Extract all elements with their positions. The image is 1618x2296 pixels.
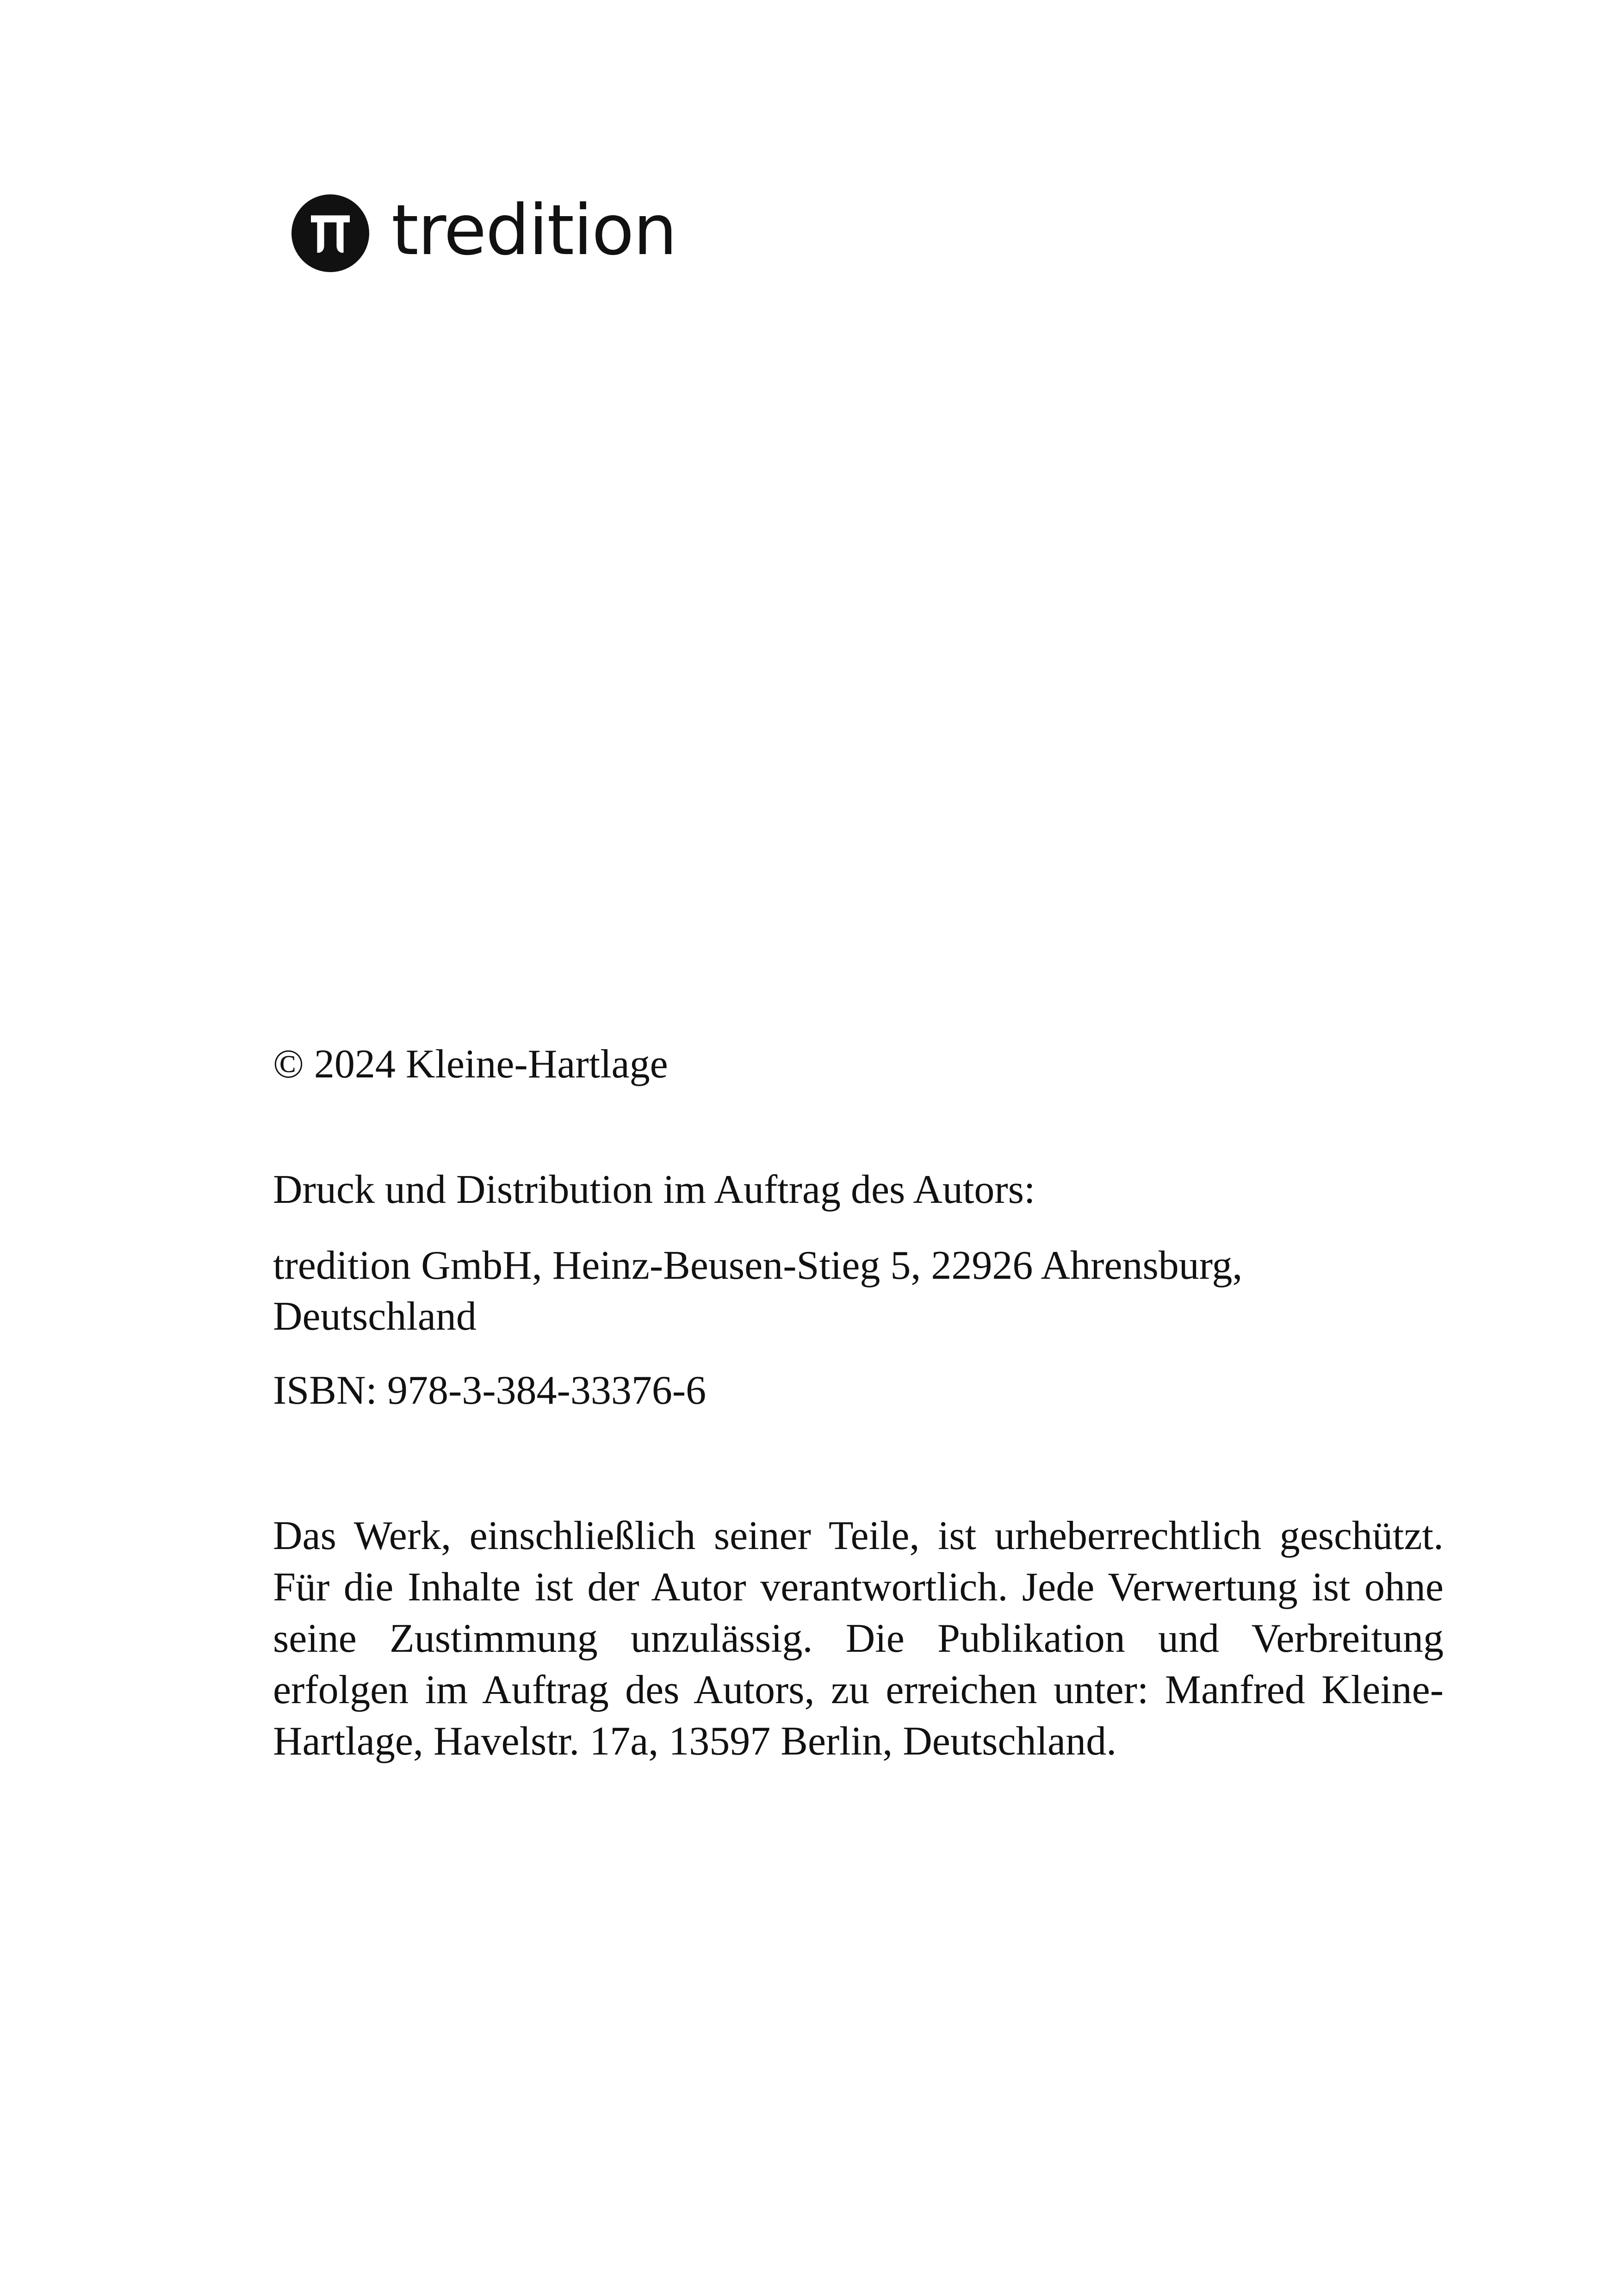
printer-address-line: tredition GmbH, Heinz-Beusen-Stieg 5, 22926 Ahrensburg, xyxy=(273,1243,1243,1288)
isbn-line: ISBN: 978-3-384-33376-6 xyxy=(273,1368,707,1413)
publisher-logo xyxy=(291,191,676,276)
publisher-wordmark: tredition xyxy=(391,190,676,271)
tredition-logo-icon xyxy=(291,194,369,272)
copyright-line: © 2024 Kleine-Hartlage xyxy=(273,1042,668,1087)
printer-address xyxy=(273,1240,1444,1342)
rights-notice: Das Werk, einschließlich seiner Teile, ist urheberrechtlich geschützt. Für die Inhalte ist der Autor verantwortlich. Jede Verwertung ist ohne seine Zustimmung unzulässig. Die Publikation und Verbreitung erfolgen im Auftrag des Autors, zu erreichen unter: Manfred Kleine-Hartlage, Havelstr. 17a, 13597 Berlin, Deutschland. xyxy=(273,1513,1444,1764)
printer-country: Deutschland xyxy=(273,1294,477,1339)
printer-label: Druck und Distribution im Auftrag des Autors: xyxy=(273,1167,1035,1212)
